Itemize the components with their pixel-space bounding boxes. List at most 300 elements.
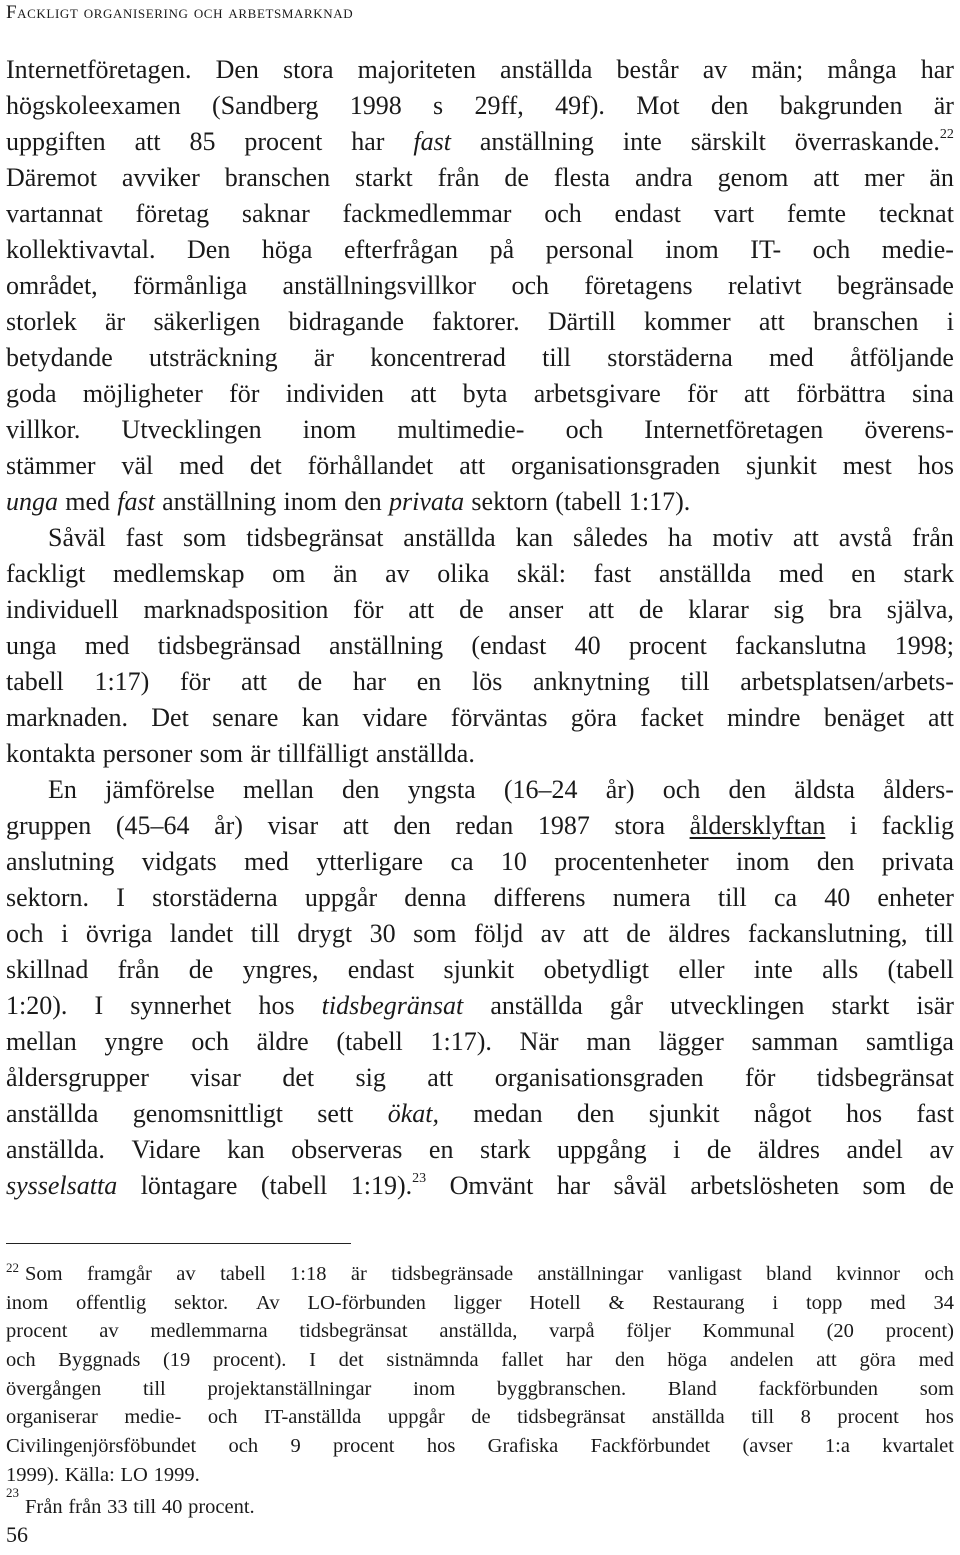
word: inom — [283, 487, 337, 516]
word: benäget — [823, 703, 905, 732]
word: än — [332, 559, 358, 588]
word: arbetsplatsen/arbets- — [740, 667, 954, 696]
word: med — [778, 559, 824, 588]
word: numera — [612, 883, 691, 912]
word: såväl — [613, 1171, 667, 1200]
word: kan — [301, 703, 340, 732]
word: inte — [622, 127, 662, 156]
word: har — [352, 667, 387, 696]
word: anställning — [479, 127, 594, 156]
word: som — [183, 523, 227, 552]
word: ålders- — [883, 775, 954, 804]
word: för — [229, 379, 260, 408]
word: storstäderna — [152, 883, 278, 912]
word: (45–64 — [115, 811, 190, 840]
word: facket — [640, 703, 704, 732]
word: mer — [864, 163, 905, 192]
word: multimedie- — [397, 415, 525, 444]
word: hos — [426, 1435, 456, 1458]
word: starkt — [831, 991, 890, 1020]
word: 40 — [161, 1495, 183, 1518]
word: följd — [474, 919, 524, 948]
word: avstå — [838, 523, 893, 552]
word: ha — [667, 523, 693, 552]
word: byta — [462, 379, 508, 408]
word: sjunkit — [443, 955, 515, 984]
word: ökat, — [387, 1099, 439, 1128]
word: betydande — [6, 343, 113, 372]
word: om — [272, 559, 306, 588]
body-line — [6, 664, 954, 700]
word: alls — [822, 955, 859, 984]
word: 1:17). — [430, 1027, 492, 1056]
word: företagens — [584, 271, 693, 300]
word: gruppen — [6, 811, 92, 840]
word: medie- — [881, 235, 954, 264]
word: Internetföretagen — [644, 415, 824, 444]
word: den — [816, 847, 855, 876]
word: Källa: — [64, 1463, 115, 1486]
body-line — [6, 484, 954, 520]
word: andel — [846, 1135, 903, 1164]
word: procentenheter — [554, 847, 709, 876]
footnote-line — [6, 1260, 954, 1289]
word: kan — [515, 523, 554, 552]
footnote-number: 22 — [6, 1260, 19, 1275]
word: det — [338, 1349, 364, 1372]
word: inom — [413, 1377, 456, 1400]
word: är — [250, 739, 271, 768]
word: byggbranschen. — [496, 1377, 627, 1400]
word: tillfälligt — [277, 739, 369, 768]
word: de — [459, 595, 484, 624]
word: uppgår — [387, 1406, 445, 1429]
word: tidsbegränsat — [816, 1063, 954, 1092]
word: till — [717, 883, 747, 912]
word: många — [827, 55, 897, 84]
word: i — [849, 811, 858, 840]
word: till — [680, 667, 710, 696]
word: senare — [212, 703, 279, 732]
word: branschen — [224, 163, 331, 192]
word: hos — [258, 991, 295, 1020]
word: förbättra — [796, 379, 886, 408]
word: förväntas — [450, 703, 548, 732]
body-line — [6, 88, 954, 124]
word: stora — [282, 55, 334, 84]
word: år) — [214, 811, 243, 840]
word: den — [576, 1099, 615, 1128]
word: varpå — [549, 1320, 595, 1343]
word: facklig — [881, 811, 954, 840]
word: att — [927, 703, 954, 732]
word: som — [413, 919, 457, 948]
word: sig — [773, 595, 804, 624]
word: de — [471, 1406, 491, 1429]
word: Fackförbundet — [590, 1435, 711, 1458]
word: tidsbegränsad — [157, 631, 301, 660]
word: göra — [859, 1349, 896, 1372]
word: offentlig — [76, 1291, 147, 1314]
word: anställda. — [6, 1135, 105, 1164]
word: sektorn. — [6, 883, 90, 912]
word: kontakta — [6, 739, 96, 768]
footnote-line — [6, 1484, 954, 1522]
word: från — [117, 955, 160, 984]
word: att — [427, 1063, 454, 1092]
word: sektorn — [471, 487, 548, 516]
word: privata — [389, 487, 465, 516]
word: utvecklingen — [670, 991, 805, 1020]
word: till — [142, 1377, 166, 1400]
word: en — [851, 559, 876, 588]
body-line — [6, 520, 954, 556]
word: fast — [125, 523, 164, 552]
body-line — [6, 160, 954, 196]
word: En — [48, 775, 77, 804]
word: den — [710, 91, 749, 120]
word: således — [572, 523, 649, 552]
word: den — [614, 1349, 645, 1372]
word: sysselsatta — [6, 1171, 118, 1200]
word: tabell — [220, 1263, 266, 1285]
word: motiv — [712, 523, 773, 552]
word: med — [65, 487, 111, 516]
word: löntagare — [140, 1171, 238, 1200]
word: fast — [117, 487, 155, 516]
word: anställning — [328, 631, 444, 660]
word: kommer — [643, 307, 731, 336]
word: IT- — [750, 235, 782, 264]
body-line — [6, 196, 954, 232]
word: anställda, — [439, 1320, 518, 1343]
word: de — [188, 955, 214, 984]
word: procent — [6, 1320, 68, 1343]
word: 34 — [933, 1291, 954, 1314]
word: starkt — [354, 163, 413, 192]
word: och — [6, 919, 44, 948]
word: samman — [751, 1027, 839, 1056]
body-line — [6, 700, 954, 736]
word: inom — [665, 235, 719, 264]
word: de — [626, 919, 651, 948]
word: möjligheter — [82, 379, 203, 408]
word: arbetslösheten — [690, 1171, 840, 1200]
word: ca — [450, 847, 474, 876]
word: fast — [916, 1099, 954, 1128]
word: något — [753, 1099, 812, 1128]
word: anställda — [658, 559, 752, 588]
word: procent. — [188, 1495, 255, 1518]
word: äldres — [668, 919, 731, 948]
word: går — [609, 991, 644, 1020]
word: stark — [903, 559, 954, 588]
word: i — [946, 307, 954, 336]
word: isär — [916, 991, 954, 1020]
word: flesta — [553, 163, 611, 192]
word: vanligast — [667, 1263, 742, 1285]
footnote-line — [6, 1375, 954, 1404]
word: fallet — [501, 1349, 544, 1372]
word: Det — [151, 703, 189, 732]
word: höga — [261, 235, 313, 264]
body-line — [6, 808, 954, 844]
word: tabell — [6, 667, 64, 696]
body-text — [6, 52, 954, 1204]
word: procent — [244, 127, 323, 156]
body-line — [6, 628, 954, 664]
word: uppgång — [557, 1135, 647, 1164]
word: 1:18 — [290, 1263, 327, 1285]
word: IT-anställda — [264, 1406, 362, 1429]
body-line — [6, 376, 954, 412]
word: inom — [6, 1291, 49, 1314]
word: sistnämnda — [386, 1349, 479, 1372]
word: Hotell — [529, 1291, 581, 1314]
word: Internetföretagen. — [6, 55, 192, 84]
word: sina — [912, 379, 954, 408]
word: åtföljande — [850, 343, 954, 372]
word: att — [342, 811, 369, 840]
word: fackligt — [6, 559, 86, 588]
footnote-line — [6, 1432, 954, 1461]
word: 30 — [369, 919, 396, 948]
word: till — [751, 1406, 775, 1429]
word: I — [94, 991, 104, 1020]
word: för — [180, 667, 211, 696]
word: och — [924, 1263, 954, 1285]
word: endast — [347, 955, 415, 984]
body-line — [6, 988, 954, 1024]
word: procent) — [885, 1320, 954, 1343]
word: mest — [842, 451, 892, 480]
word: vidgats — [141, 847, 217, 876]
word: de — [638, 595, 664, 624]
word: organisationsgraden — [494, 1063, 704, 1092]
word: att — [792, 523, 819, 552]
word: arbetsgivare — [533, 379, 661, 408]
word: framgår — [87, 1263, 152, 1285]
word: som — [919, 1377, 954, 1400]
word: stora — [614, 811, 665, 840]
word: och — [812, 235, 851, 264]
word: de — [929, 1171, 954, 1200]
footnote-number: 23 — [6, 1484, 19, 1500]
word: är — [313, 343, 334, 372]
word: Den — [187, 235, 231, 264]
word: med — [918, 1349, 954, 1372]
word: tidsbegränsat — [299, 1320, 408, 1343]
word: med — [84, 631, 130, 660]
word: efterfrågan — [343, 235, 459, 264]
word: göra — [570, 703, 617, 732]
body-line — [6, 1024, 954, 1060]
word: och — [228, 1435, 259, 1458]
body-line — [6, 952, 954, 988]
word: tidsbegränsade — [391, 1263, 514, 1285]
word: Civilingenjörsföbundet — [6, 1435, 197, 1458]
word: är — [105, 307, 126, 336]
word: att — [813, 163, 840, 192]
word: denna — [404, 883, 467, 912]
word: för — [353, 595, 384, 624]
word: att — [588, 595, 615, 624]
footnote-rule — [6, 1243, 351, 1244]
word: s — [433, 91, 444, 120]
word: det — [282, 1063, 315, 1092]
word: hos — [917, 451, 954, 480]
word: området, — [6, 271, 98, 300]
word: har — [566, 1349, 593, 1372]
word: klarar — [688, 595, 749, 624]
word: består — [616, 55, 679, 84]
word: anställningsvillkor — [282, 271, 477, 300]
word: Grafiska — [487, 1435, 559, 1458]
word: (Sandberg — [212, 91, 319, 120]
word: åldersgrupper — [6, 1063, 149, 1092]
word: I — [116, 883, 125, 912]
word: att — [134, 127, 161, 156]
word: anställda — [651, 1406, 725, 1429]
word: andra — [634, 163, 693, 192]
word: bland — [766, 1263, 812, 1285]
word: skäl: — [516, 559, 567, 588]
word: 1:19).$^{23}$ — [350, 1171, 427, 1200]
word: med — [870, 1291, 906, 1314]
body-line — [6, 772, 954, 808]
word: procent — [333, 1435, 395, 1458]
word: obetydligt — [543, 955, 650, 984]
word: yngre — [104, 1027, 164, 1056]
word: är — [933, 91, 954, 120]
word: tidsbegränsat — [517, 1406, 626, 1429]
word: 1:20). — [6, 991, 68, 1020]
word: procent). — [213, 1349, 287, 1372]
word: yngres, — [242, 955, 319, 984]
word: av — [99, 1320, 119, 1343]
word: och — [565, 415, 604, 444]
word: Mot — [636, 91, 680, 120]
word: och — [191, 1027, 229, 1056]
word: lägger — [658, 1027, 724, 1056]
word: att — [241, 667, 267, 696]
word: och — [662, 775, 701, 804]
word: av — [540, 919, 566, 948]
body-line — [6, 916, 954, 952]
word: från — [912, 523, 954, 552]
word: det — [249, 451, 282, 480]
word: från — [68, 1495, 102, 1518]
word: femte — [786, 199, 847, 228]
word: att — [410, 379, 437, 408]
word: överraskande.$^{22}$ — [794, 127, 954, 156]
word: bidragande — [288, 307, 405, 336]
word: enheter — [877, 883, 954, 912]
body-line — [6, 1060, 954, 1096]
word: en — [416, 667, 442, 696]
word: Som — [25, 1263, 63, 1285]
word: Kommunal — [702, 1320, 795, 1343]
word: samtliga — [865, 1027, 954, 1056]
word: differens — [493, 883, 586, 912]
word: den — [728, 775, 767, 804]
word: 40 — [574, 631, 601, 660]
word: inom — [302, 415, 357, 444]
word: topp — [805, 1291, 843, 1314]
word: mindre — [726, 703, 801, 732]
word: koncentrerad — [370, 343, 506, 372]
word: uppgår — [304, 883, 378, 912]
word: säkerligen — [153, 307, 261, 336]
word: mellan — [6, 1027, 77, 1056]
word: fackanslutna — [735, 631, 867, 660]
word: att — [743, 379, 770, 408]
word: 1:17) — [94, 667, 150, 696]
word: (avser — [742, 1435, 793, 1458]
word: vidare — [362, 703, 428, 732]
word: (16–24 — [503, 775, 578, 804]
word: branschen — [813, 307, 919, 336]
word: LO-förbunden — [307, 1291, 426, 1314]
word: andelen — [729, 1349, 794, 1372]
word: privata — [881, 847, 954, 876]
word: sig — [355, 1063, 386, 1092]
word: Från — [25, 1495, 63, 1518]
word: Av — [256, 1291, 280, 1314]
body-line — [6, 340, 954, 376]
word: är — [350, 1263, 367, 1285]
word: I — [309, 1349, 316, 1372]
word: anställda — [490, 991, 583, 1020]
word: år) — [605, 775, 635, 804]
word: med — [244, 847, 289, 876]
word: goda — [6, 379, 57, 408]
word: äldre — [256, 1027, 309, 1056]
word: eller — [678, 955, 725, 984]
word: 1998 — [349, 91, 402, 120]
word: av — [176, 1263, 196, 1285]
word: redan — [455, 811, 514, 840]
word: åldersklyftan — [689, 811, 826, 840]
word: att — [408, 595, 435, 624]
word: observeras — [291, 1135, 403, 1164]
word: i — [772, 1291, 779, 1314]
word: kvartalet — [882, 1435, 954, 1458]
word: majoriteten — [357, 55, 476, 84]
word: (tabell — [555, 487, 622, 516]
word: Utvecklingen — [121, 415, 262, 444]
footnote-line — [6, 1317, 954, 1346]
word: höga — [667, 1349, 708, 1372]
word: (tabell — [260, 1171, 328, 1200]
word: bakgrunden — [779, 91, 903, 120]
footnotes — [6, 1260, 954, 1521]
word: 10 — [500, 847, 527, 876]
word: ytterligare — [316, 847, 424, 876]
word: Den — [215, 55, 259, 84]
word: visar — [190, 1063, 241, 1092]
word: synnerhet — [130, 991, 232, 1020]
word: att — [758, 307, 785, 336]
word: följer — [626, 1320, 671, 1343]
word: förhållandet — [307, 451, 434, 480]
word: genom — [717, 163, 789, 192]
word: organiserar — [6, 1406, 98, 1429]
word: sektor. — [174, 1291, 229, 1314]
body-line — [6, 556, 954, 592]
word: Restaurang — [652, 1291, 745, 1314]
word: anställda — [500, 55, 593, 84]
